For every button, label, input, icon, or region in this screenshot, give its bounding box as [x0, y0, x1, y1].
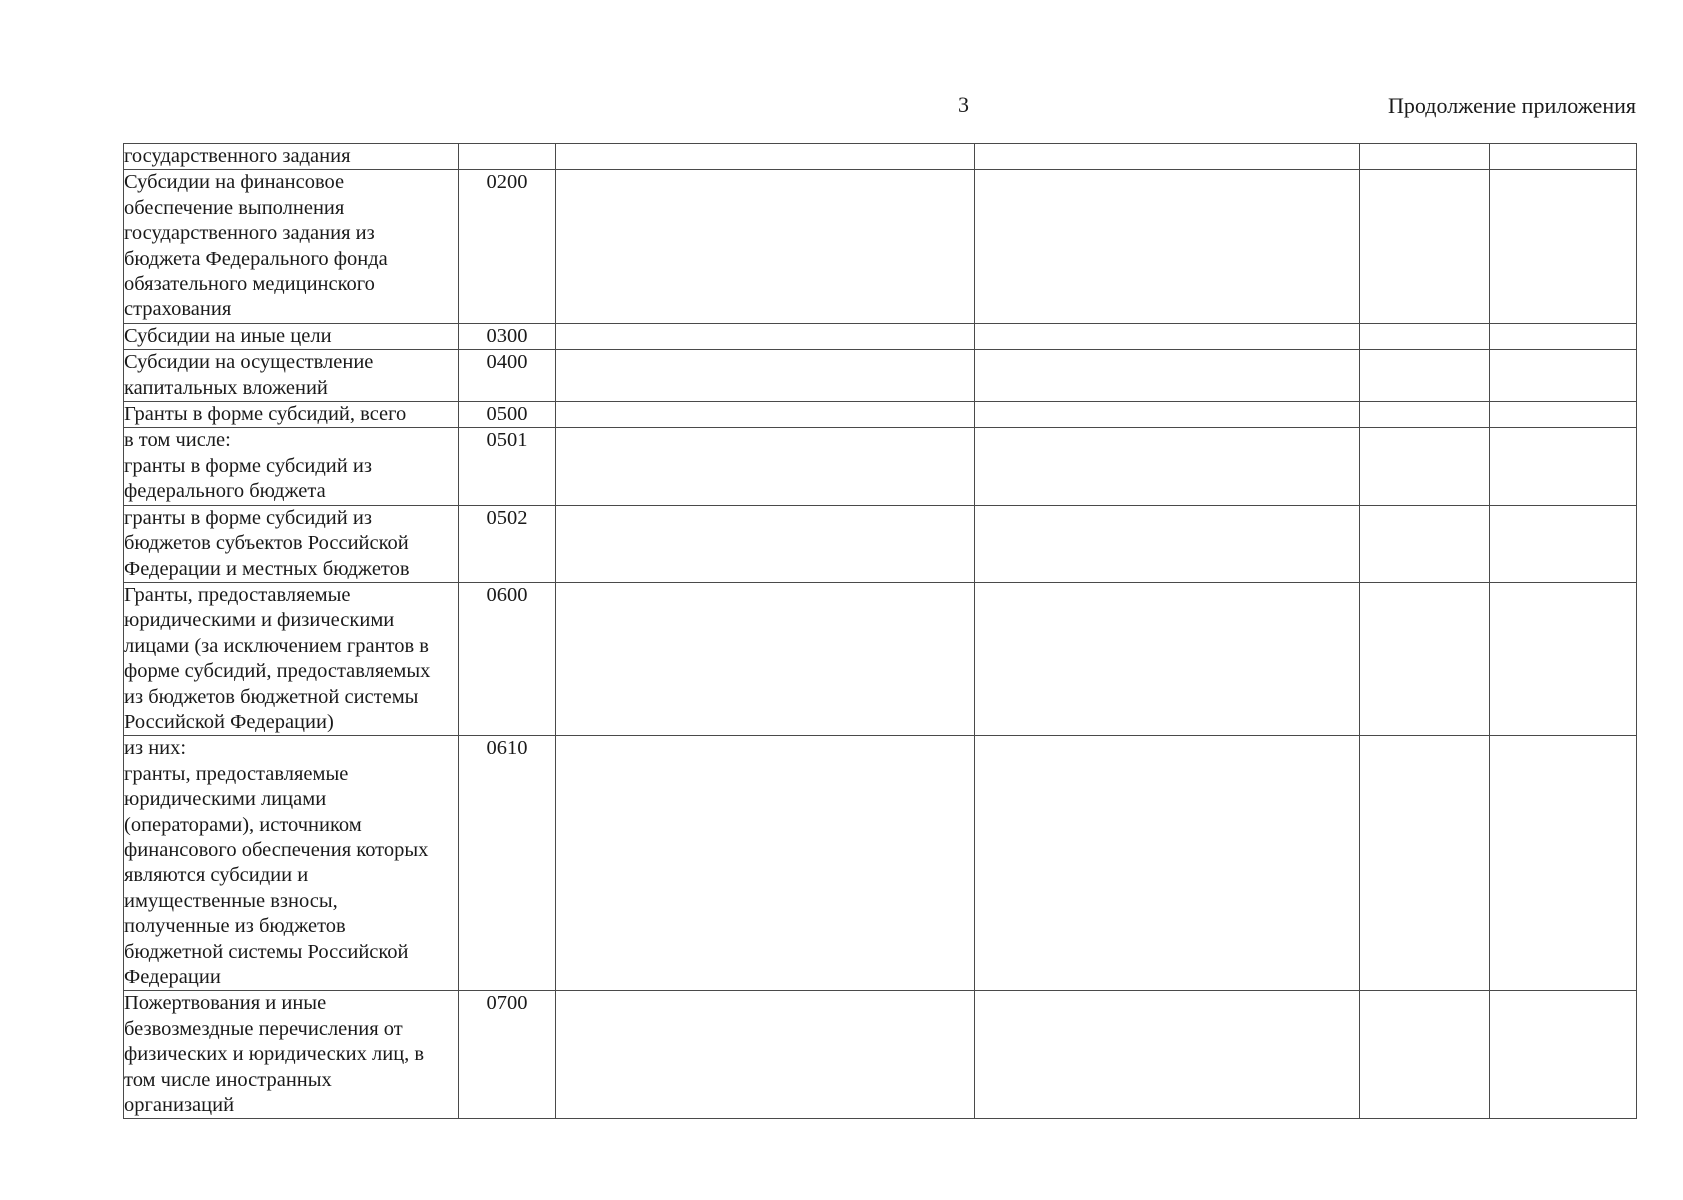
empty-cell [1490, 402, 1637, 428]
empty-cell [1360, 428, 1490, 505]
continuation-note: Продолжение приложения [1388, 93, 1636, 118]
table-row [124, 428, 1637, 505]
empty-cell [975, 505, 1360, 582]
row-name-cell: государственного задания [124, 144, 459, 170]
table-row [124, 582, 1637, 735]
empty-cell [1490, 170, 1637, 323]
empty-cell [1360, 736, 1490, 991]
empty-cell [1490, 991, 1637, 1119]
row-name-cell: гранты в форме субсидий из бюджетов субъектов Российской Федерации и местных бюджетов [124, 505, 459, 582]
empty-cell [1360, 350, 1490, 402]
empty-cell [1490, 428, 1637, 505]
report-table [123, 143, 1637, 1119]
row-code-cell: 0502 [459, 505, 556, 582]
empty-cell [556, 323, 975, 349]
row-name-cell: в том числе: гранты в форме субсидий из федерального бюджета [124, 428, 459, 505]
empty-cell [556, 144, 975, 170]
empty-cell [975, 582, 1360, 735]
empty-cell [1360, 170, 1490, 323]
empty-cell [975, 323, 1360, 349]
empty-cell [1490, 323, 1637, 349]
empty-cell [1490, 350, 1637, 402]
empty-cell [556, 170, 975, 323]
row-code-cell: 0300 [459, 323, 556, 349]
row-name-cell: Гранты, предоставляемые юридическими и физическими лицами (за исключением грантов в форме субсидий, предоставляемых из бюджетов бюджетной системы Российской Федерации) [124, 582, 459, 735]
table-row [124, 350, 1637, 402]
row-name-cell: Субсидии на финансовое обеспечение выполнения государственного задания из бюджета Федерального фонда обязательного медицинского страхования [124, 170, 459, 323]
table-row [124, 736, 1637, 991]
empty-cell [1490, 582, 1637, 735]
table-row [124, 991, 1637, 1119]
row-code-cell: 0610 [459, 736, 556, 991]
empty-cell [1490, 144, 1637, 170]
empty-cell [1360, 991, 1490, 1119]
row-name-cell: Субсидии на иные цели [124, 323, 459, 349]
page-number: 3 [958, 92, 969, 117]
empty-cell [975, 350, 1360, 402]
empty-cell [1360, 582, 1490, 735]
row-code-cell: 0400 [459, 350, 556, 402]
table-row [124, 170, 1637, 323]
empty-cell [556, 991, 975, 1119]
table-row [124, 323, 1637, 349]
empty-cell [556, 350, 975, 402]
empty-cell [1360, 505, 1490, 582]
row-code-cell: 0200 [459, 170, 556, 323]
empty-cell [975, 991, 1360, 1119]
empty-cell [556, 736, 975, 991]
row-code-cell: 0600 [459, 582, 556, 735]
row-name-cell: Пожертвования и иные безвозмездные перечисления от физических и юридических лиц, в том числе иностранных организаций [124, 991, 459, 1119]
row-code-cell: 0501 [459, 428, 556, 505]
empty-cell [556, 505, 975, 582]
empty-cell [975, 428, 1360, 505]
empty-cell [556, 582, 975, 735]
row-name-cell: из них: гранты, предоставляемые юридическими лицами (операторами), источником финансового обеспечения которых являются субсидии и имущественные взносы, полученные из бюджетов бюджетной системы Российской Федерации [124, 736, 459, 991]
empty-cell [1490, 505, 1637, 582]
row-name-cell: Субсидии на осуществление капитальных вложений [124, 350, 459, 402]
row-code-cell: 0500 [459, 402, 556, 428]
table-row [124, 505, 1637, 582]
empty-cell [1360, 144, 1490, 170]
empty-cell [975, 144, 1360, 170]
table-row [124, 402, 1637, 428]
empty-cell [556, 402, 975, 428]
row-code-cell: 0700 [459, 991, 556, 1119]
table-row [124, 144, 1637, 170]
row-code-cell [459, 144, 556, 170]
empty-cell [556, 428, 975, 505]
row-name-cell: Гранты в форме субсидий, всего [124, 402, 459, 428]
empty-cell [975, 170, 1360, 323]
empty-cell [1360, 323, 1490, 349]
empty-cell [975, 736, 1360, 991]
empty-cell [975, 402, 1360, 428]
empty-cell [1490, 736, 1637, 991]
empty-cell [1360, 402, 1490, 428]
